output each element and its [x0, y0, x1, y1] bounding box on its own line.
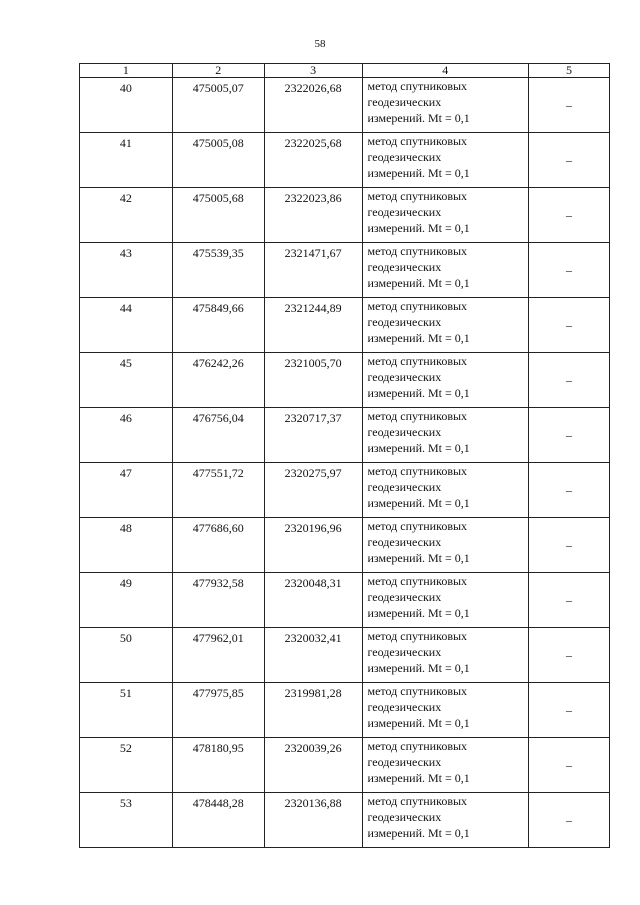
method-line-2: геодезических	[367, 260, 442, 274]
method-description	[362, 793, 529, 848]
table-row	[80, 793, 610, 848]
point-number: 46	[80, 408, 173, 463]
method-line-2: геодезических	[367, 755, 442, 769]
method-line-2: геодезических	[367, 315, 442, 329]
method-line-1: метод спутниковых	[367, 409, 468, 423]
method-line-1: метод спутниковых	[367, 794, 468, 808]
coordinate-y: 2320136,88	[264, 793, 362, 848]
coordinate-x: 475005,68	[172, 188, 264, 243]
method-line-1: метод спутниковых	[367, 629, 468, 643]
coordinate-x: 477975,85	[172, 683, 264, 738]
coordinate-x: 476756,04	[172, 408, 264, 463]
method-line-1: метод спутниковых	[367, 79, 468, 93]
method-description	[362, 518, 529, 573]
method-description	[362, 683, 529, 738]
description-dash: –	[529, 738, 610, 793]
method-line-2: геодезических	[367, 370, 442, 384]
table-row	[80, 408, 610, 463]
point-number: 42	[80, 188, 173, 243]
description-dash: –	[529, 573, 610, 628]
method-description	[362, 738, 529, 793]
method-description	[362, 573, 529, 628]
method-line-1: метод спутниковых	[367, 464, 468, 478]
method-description	[362, 298, 529, 353]
coordinate-x: 475005,07	[172, 78, 264, 133]
description-dash: –	[529, 298, 610, 353]
header-row	[80, 64, 610, 78]
description-dash: –	[529, 353, 610, 408]
header-col-3: 3	[264, 64, 362, 78]
method-line-3: измерений. Mt = 0,1	[367, 771, 470, 785]
coordinate-y: 2321244,89	[264, 298, 362, 353]
method-line-2: геодезических	[367, 700, 442, 714]
table-row	[80, 573, 610, 628]
table-row	[80, 133, 610, 188]
coordinate-x: 476242,26	[172, 353, 264, 408]
method-line-2: геодезических	[367, 535, 442, 549]
coordinate-y: 2322023,86	[264, 188, 362, 243]
table-row	[80, 353, 610, 408]
table-row	[80, 243, 610, 298]
coordinate-y: 2321005,70	[264, 353, 362, 408]
method-description	[362, 463, 529, 518]
description-dash: –	[529, 133, 610, 188]
method-line-2: геодезических	[367, 150, 442, 164]
description-dash: –	[529, 683, 610, 738]
coordinate-x: 478180,95	[172, 738, 264, 793]
point-number: 49	[80, 573, 173, 628]
method-line-1: метод спутниковых	[367, 244, 468, 258]
point-number: 53	[80, 793, 173, 848]
method-line-3: измерений. Mt = 0,1	[367, 551, 470, 565]
table-row	[80, 683, 610, 738]
coordinate-y: 2320275,97	[264, 463, 362, 518]
method-description	[362, 243, 529, 298]
method-line-1: метод спутниковых	[367, 354, 468, 368]
method-line-1: метод спутниковых	[367, 519, 468, 533]
method-line-3: измерений. Mt = 0,1	[367, 276, 470, 290]
header-col-4: 4	[362, 64, 529, 78]
coordinate-y: 2320196,96	[264, 518, 362, 573]
coordinate-x: 478448,28	[172, 793, 264, 848]
coordinate-y: 2320717,37	[264, 408, 362, 463]
method-line-1: метод спутниковых	[367, 684, 468, 698]
method-line-3: измерений. Mt = 0,1	[367, 441, 470, 455]
coordinate-x: 477962,01	[172, 628, 264, 683]
point-number: 50	[80, 628, 173, 683]
method-line-3: измерений. Mt = 0,1	[367, 331, 470, 345]
table-row	[80, 738, 610, 793]
coordinate-y: 2322026,68	[264, 78, 362, 133]
point-number: 44	[80, 298, 173, 353]
description-dash: –	[529, 628, 610, 683]
method-description	[362, 628, 529, 683]
method-line-3: измерений. Mt = 0,1	[367, 826, 470, 840]
method-line-1: метод спутниковых	[367, 134, 468, 148]
method-line-2: геодезических	[367, 480, 442, 494]
point-number: 51	[80, 683, 173, 738]
coordinate-y: 2322025,68	[264, 133, 362, 188]
coordinate-x: 475539,35	[172, 243, 264, 298]
method-line-2: геодезических	[367, 95, 442, 109]
header-col-5: 5	[529, 64, 610, 78]
method-line-3: измерений. Mt = 0,1	[367, 716, 470, 730]
point-number: 48	[80, 518, 173, 573]
coordinate-x: 477551,72	[172, 463, 264, 518]
coordinate-y: 2320048,31	[264, 573, 362, 628]
method-line-3: измерений. Mt = 0,1	[367, 386, 470, 400]
table-row	[80, 463, 610, 518]
table-row	[80, 188, 610, 243]
table-row	[80, 298, 610, 353]
method-line-2: геодезических	[367, 425, 442, 439]
description-dash: –	[529, 463, 610, 518]
method-line-3: измерений. Mt = 0,1	[367, 496, 470, 510]
method-line-3: измерений. Mt = 0,1	[367, 166, 470, 180]
coordinate-x: 475005,08	[172, 133, 264, 188]
method-description	[362, 133, 529, 188]
method-line-3: измерений. Mt = 0,1	[367, 221, 470, 235]
method-line-2: геодезических	[367, 645, 442, 659]
table-row	[80, 628, 610, 683]
method-line-2: геодезических	[367, 590, 442, 604]
description-dash: –	[529, 188, 610, 243]
table-body	[80, 78, 610, 848]
method-description	[362, 408, 529, 463]
coordinate-y: 2320039,26	[264, 738, 362, 793]
description-dash: –	[529, 243, 610, 298]
method-line-3: измерений. Mt = 0,1	[367, 606, 470, 620]
coordinate-y: 2321471,67	[264, 243, 362, 298]
coordinate-x: 475849,66	[172, 298, 264, 353]
point-number: 41	[80, 133, 173, 188]
coordinate-x: 477932,58	[172, 573, 264, 628]
coordinate-y: 2319981,28	[264, 683, 362, 738]
page-number: 58	[314, 38, 326, 50]
description-dash: –	[529, 78, 610, 133]
description-dash: –	[529, 793, 610, 848]
header-col-2: 2	[172, 64, 264, 78]
method-line-3: измерений. Mt = 0,1	[367, 661, 470, 675]
method-line-1: метод спутниковых	[367, 574, 468, 588]
table-row	[80, 78, 610, 133]
method-description	[362, 78, 529, 133]
point-number: 45	[80, 353, 173, 408]
description-dash: –	[529, 408, 610, 463]
table-row	[80, 518, 610, 573]
header-col-1: 1	[80, 64, 173, 78]
method-description	[362, 188, 529, 243]
coordinates-table	[79, 63, 610, 848]
point-number: 47	[80, 463, 173, 518]
method-description	[362, 353, 529, 408]
point-number: 52	[80, 738, 173, 793]
method-line-1: метод спутниковых	[367, 739, 468, 753]
point-number: 43	[80, 243, 173, 298]
method-line-2: геодезических	[367, 810, 442, 824]
method-line-1: метод спутниковых	[367, 299, 468, 313]
method-line-3: измерений. Mt = 0,1	[367, 111, 470, 125]
coordinate-y: 2320032,41	[264, 628, 362, 683]
point-number: 40	[80, 78, 173, 133]
method-line-1: метод спутниковых	[367, 189, 468, 203]
method-line-2: геодезических	[367, 205, 442, 219]
description-dash: –	[529, 518, 610, 573]
coordinate-x: 477686,60	[172, 518, 264, 573]
